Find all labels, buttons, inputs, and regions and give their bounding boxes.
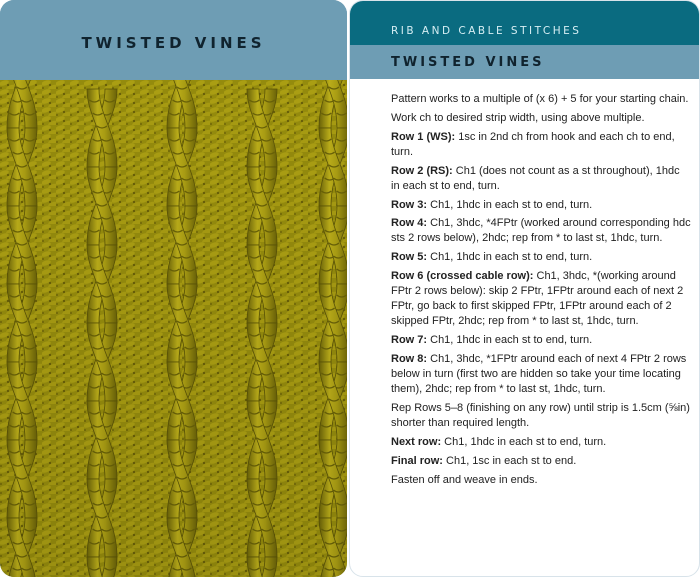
- row-label: Row 8:: [391, 353, 428, 366]
- instruction-paragraph: [391, 352, 691, 397]
- instructions-text: [391, 92, 691, 491]
- row-text: Ch1, 1hdc in each st to end, turn.: [427, 198, 593, 211]
- title-header: [350, 45, 700, 79]
- instruction-paragraph: [391, 250, 691, 265]
- instruction-paragraph: [391, 111, 691, 126]
- row-text: Fasten off and weave in ends.: [391, 473, 538, 486]
- row-text: Work ch to desired strip width, using above multiple.: [391, 111, 645, 124]
- instruction-paragraph: [391, 198, 691, 213]
- instruction-paragraph: [391, 269, 691, 329]
- instruction-paragraph: [391, 435, 691, 450]
- crochet-swatch-photo: [0, 80, 347, 577]
- row-label: Row 3:: [391, 198, 428, 211]
- row-label: Row 4:: [391, 217, 428, 230]
- instruction-paragraph: [391, 333, 691, 348]
- instruction-paragraph: [391, 216, 691, 246]
- swatch-card: [0, 0, 347, 577]
- instruction-paragraph: [391, 454, 691, 469]
- swatch-card-header: [0, 0, 347, 80]
- row-label: Row 1 (WS):: [391, 130, 456, 143]
- instruction-paragraph: [391, 401, 691, 431]
- row-text: Ch1, 3hdc, *1FPtr around each of next 4 FPtr 2 rows below in turn (first two are hidden so take your time locating them), 2hdc; rep from * to last st, 1hdc, turn.: [391, 353, 687, 396]
- row-text: Ch1, 1sc in each st to end.: [442, 454, 577, 467]
- instruction-paragraph: [391, 473, 691, 488]
- instruction-paragraph: [391, 92, 691, 107]
- row-text: Pattern works to a multiple of (x 6) + 5 for your starting chain.: [391, 93, 689, 105]
- row-label: Row 5:: [391, 251, 428, 264]
- instruction-paragraph: [391, 130, 691, 160]
- row-text: Ch1, 1hdc in each st to end, turn.: [427, 334, 593, 347]
- row-label: Final row:: [391, 454, 443, 467]
- row-text: Ch1, 3hdc, *4FPtr (worked around corresponding hdc sts 2 rows below), 2hdc; rep from * to last st, 1hdc, turn.: [391, 217, 691, 245]
- row-text: Ch1, 3hdc, *(working around FPtr 2 rows below): skip 2 FPtr, 1FPtr around each of next 2 FPtr, go back to first skipped FPtr, 1FPtr around each of 2 skipped FPtr, 2hdc; rep from * to last st, 1hdc, turn.: [391, 270, 684, 328]
- instruction-paragraph: [391, 164, 691, 194]
- section-label: RIB AND CABLE STITCHES: [391, 25, 582, 37]
- row-text: Ch1, 1hdc in each st to end, turn.: [441, 435, 607, 448]
- row-label: Row 7:: [391, 334, 428, 347]
- row-text: 1sc in 2nd ch from hook and each ch to end, turn.: [391, 130, 675, 158]
- row-label: Row 2 (RS):: [391, 164, 453, 177]
- row-label: Next row:: [391, 435, 442, 448]
- pattern-title: TWISTED VINES: [391, 55, 545, 70]
- row-text: Ch1 (does not count as a st throughout), 1hdc in each st to end, turn.: [391, 164, 680, 192]
- row-text: Ch1, 1hdc in each st to end, turn.: [427, 251, 593, 264]
- row-label: Row 6 (crossed cable row):: [391, 270, 534, 283]
- row-text: Rep Rows 5–8 (finishing on any row) until strip is 1.5cm (⅝in) shorter than required length.: [391, 401, 690, 429]
- instructions-card: [349, 0, 700, 577]
- section-header: [350, 1, 700, 45]
- swatch-title: TWISTED VINES: [81, 34, 266, 52]
